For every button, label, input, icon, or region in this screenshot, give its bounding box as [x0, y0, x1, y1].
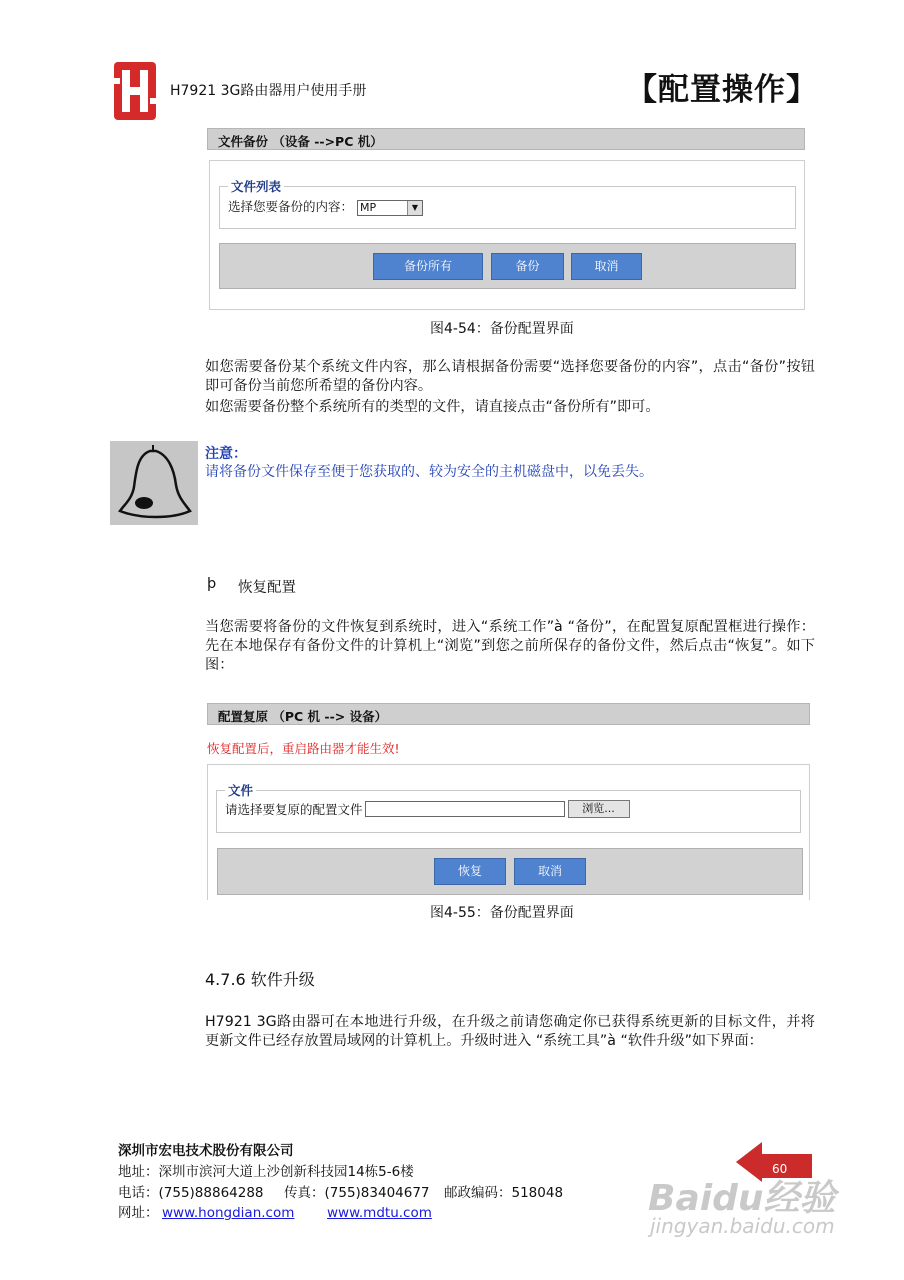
- footer-postal: 邮政编码：518048: [444, 1185, 564, 1201]
- document-title: H7921 3G路由器用户使用手册: [170, 83, 367, 99]
- footer-fax: 传真：(755)83404677: [284, 1185, 430, 1201]
- footer-phone: 电话：(755)88864288: [118, 1185, 264, 1201]
- restore-panel: [207, 764, 810, 900]
- file-list-legend: 文件列表: [231, 179, 282, 194]
- restore-button[interactable]: 恢复: [434, 858, 506, 885]
- figure-4-54-caption: 图4-54：备份配置界面: [430, 321, 574, 337]
- restore-file-label: 请选择要复原的配置文件: [225, 802, 363, 817]
- cancel-button[interactable]: 取消: [571, 253, 642, 280]
- page-number: 60: [772, 1162, 788, 1176]
- bell-icon: [110, 441, 198, 525]
- figure-4-55-caption: 图4-55：备份配置界面: [430, 905, 574, 921]
- file-list-group: [219, 177, 796, 229]
- footer-web-label: 网址：: [118, 1205, 159, 1221]
- paragraph-backup-all: 如您需要备份整个系统所有的类型的文件，请直接点击“备份所有”即可。: [205, 399, 660, 415]
- restore-file-input[interactable]: [365, 801, 565, 817]
- backup-panel-title: 文件备份 （设备 -->PC 机）: [207, 128, 805, 150]
- footer-company: 深圳市宏电技术股份有限公司: [118, 1143, 294, 1159]
- file-group: [216, 781, 801, 833]
- backup-button-bar: [219, 243, 796, 289]
- footer-address: 地址：深圳市滨河大道上沙创新科技园14栋5-6楼: [118, 1164, 414, 1180]
- browse-button[interactable]: 浏览...: [568, 800, 630, 818]
- backup-panel: [209, 160, 805, 310]
- baidu-jingyan-watermark: Baidu经验: [648, 1178, 836, 1219]
- restore-heading-bullet: þ: [207, 576, 217, 592]
- backup-content-select[interactable]: [357, 200, 423, 216]
- paragraph-restore-instructions: 当您需要将备份的文件恢复到系统时，进入“系统工作”à “备份”，在配置复原配置框进行操作：先在本地保存有备份文件的计算机上“浏览”到您之前所保存的备份文件，然后点击“恢复”。如下图：: [205, 619, 815, 673]
- backup-select-value: MP: [360, 200, 377, 214]
- hongdian-logo: [112, 60, 158, 122]
- watermark-url: jingyan.baidu.com: [650, 1214, 835, 1238]
- section-title: 4.7.6 软件升级: [205, 970, 315, 989]
- restore-heading: 恢复配置: [238, 580, 296, 596]
- paragraph-upgrade-instructions: H7921 3G路由器可在本地进行升级，在升级之前请您确定你已获得系统更新的目标文件，并将更新文件已经存放置局域网的计算机上。升级时进入 “系统工具”à “软件升级”如下界面：: [205, 1014, 815, 1049]
- restore-warning: 恢复配置后，重启路由器才能生效!: [207, 741, 400, 756]
- file-group-legend: 文件: [228, 783, 254, 798]
- footer-link-mdtu[interactable]: www.mdtu.com: [327, 1205, 432, 1221]
- note-title: 注意：: [205, 446, 247, 462]
- backup-all-button[interactable]: 备份所有: [373, 253, 483, 280]
- restore-cancel-button[interactable]: 取消: [514, 858, 586, 885]
- backup-button[interactable]: 备份: [491, 253, 564, 280]
- chevron-down-icon: ▼: [407, 201, 422, 215]
- paragraph-backup-instructions: 如您需要备份某个系统文件内容，那么请根据备份需要“选择您要备份的内容”，点击“备份”按钮即可备份当前您所希望的备份内容。: [205, 359, 815, 394]
- section-tag: 【配置操作】: [626, 72, 818, 108]
- footer-link-hongdian[interactable]: www.hongdian.com: [162, 1205, 295, 1221]
- backup-select-label: 选择您要备份的内容：: [228, 199, 354, 214]
- note-text: 请将备份文件保存至便于您获取的、较为安全的主机磁盘中，以免丢失。: [205, 464, 653, 480]
- restore-button-bar: [217, 848, 803, 895]
- restore-panel-title: 配置复原 （PC 机 --> 设备）: [207, 703, 810, 725]
